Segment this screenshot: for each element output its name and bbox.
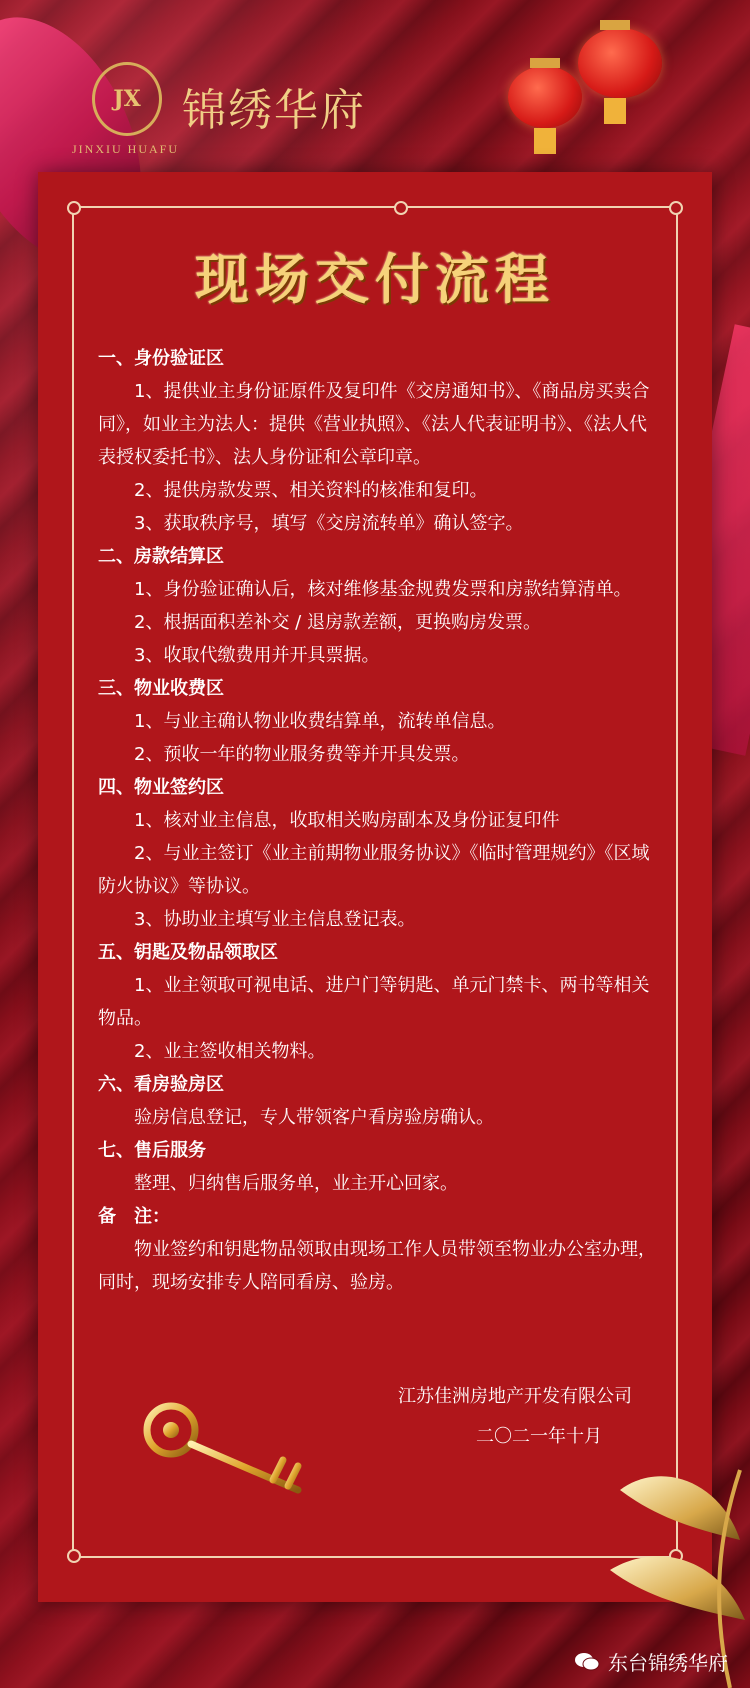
lantern-icon — [508, 66, 582, 128]
section-heading: 二、房款结算区 — [98, 546, 224, 567]
golden-key-icon — [133, 1392, 323, 1502]
section-item: 1、核对业主信息，收取相关购房副本及身份证复印件 — [134, 810, 560, 831]
section-2 — [98, 540, 658, 672]
brand-pinyin: JINXIU HUAFU — [72, 142, 179, 156]
section-item: 3、协助业主填写业主信息登记表。 — [134, 909, 416, 930]
section-heading: 六、看房验房区 — [98, 1074, 224, 1095]
section-heading: 五、钥匙及物品领取区 — [98, 942, 278, 963]
company-name: 江苏佳洲房地产开发有限公司 — [398, 1386, 632, 1407]
section-heading: 四、物业签约区 — [98, 777, 224, 798]
section-notes — [98, 1200, 658, 1299]
section-item: 3、获取秩序号，填写《交房流转单》确认签字。 — [134, 513, 524, 534]
section-item: 1、业主领取可视电话、进户门等钥匙、单元门禁卡、两书等相关物品。 — [98, 975, 650, 1029]
brand-name: 锦绣华府 — [182, 85, 366, 136]
section-item: 2、根据面积差补交 / 退房款差额，更换购房发票。 — [134, 612, 541, 633]
lantern-icon — [578, 28, 662, 98]
section-item: 2、提供房款发票、相关资料的核准和复印。 — [134, 480, 488, 501]
process-content — [98, 342, 658, 1299]
watermark-text: 东台锦绣华府 — [608, 1651, 728, 1675]
section-heading: 三、物业收费区 — [98, 678, 224, 699]
section-item: 1、提供业主身份证原件及复印件《交房通知书》、《商品房买卖合同》，如业主为法人：提供《营业执照》、《法人代表证明书》、《法人代表授权委托书》、法人身份证和公章印章。 — [98, 381, 650, 468]
section-item: 3、收取代缴费用并开具票据。 — [134, 645, 380, 666]
section-heading: 备 注： — [98, 1206, 170, 1227]
brand-logo — [72, 60, 372, 160]
section-item: 2、与业主签订《业主前期物业服务协议》《临时管理规约》《区域防火协议》等协议。 — [98, 843, 650, 897]
section-6 — [98, 1068, 658, 1134]
frame-dot — [67, 1549, 81, 1563]
section-item: 1、与业主确认物业收费结算单，流转单信息。 — [134, 711, 506, 732]
section-heading: 七、售后服务 — [98, 1140, 206, 1161]
brand-mark-icon: JX — [92, 62, 162, 136]
wechat-watermark — [574, 1647, 728, 1676]
issue-date: 二〇二一年十月 — [476, 1426, 602, 1447]
section-3 — [98, 672, 658, 771]
section-7 — [98, 1134, 658, 1200]
content-panel — [38, 172, 712, 1602]
section-1 — [98, 342, 658, 540]
section-item: 物业签约和钥匙物品领取由现场工作人员带领至物业办公室办理，同时，现场安排专人陪同看房、验房。 — [98, 1239, 656, 1293]
frame-dot — [67, 201, 81, 215]
wechat-icon — [574, 1652, 600, 1672]
section-4 — [98, 771, 658, 936]
frame-dot — [394, 201, 408, 215]
frame-dot — [669, 201, 683, 215]
section-item: 1、身份验证确认后，核对维修基金规费发票和房款结算清单。 — [134, 579, 632, 600]
section-heading: 一、身份验证区 — [98, 348, 224, 369]
section-item: 2、预收一年的物业服务费等并开具发票。 — [134, 744, 470, 765]
section-item: 整理、归纳售后服务单，业主开心回家。 — [134, 1173, 458, 1194]
section-item: 验房信息登记，专人带领客户看房验房确认。 — [134, 1107, 494, 1128]
section-5 — [98, 936, 658, 1068]
footer — [398, 1377, 632, 1457]
section-item: 2、业主签收相关物料。 — [134, 1041, 326, 1062]
page-title: 现场交付流程 — [195, 247, 555, 311]
